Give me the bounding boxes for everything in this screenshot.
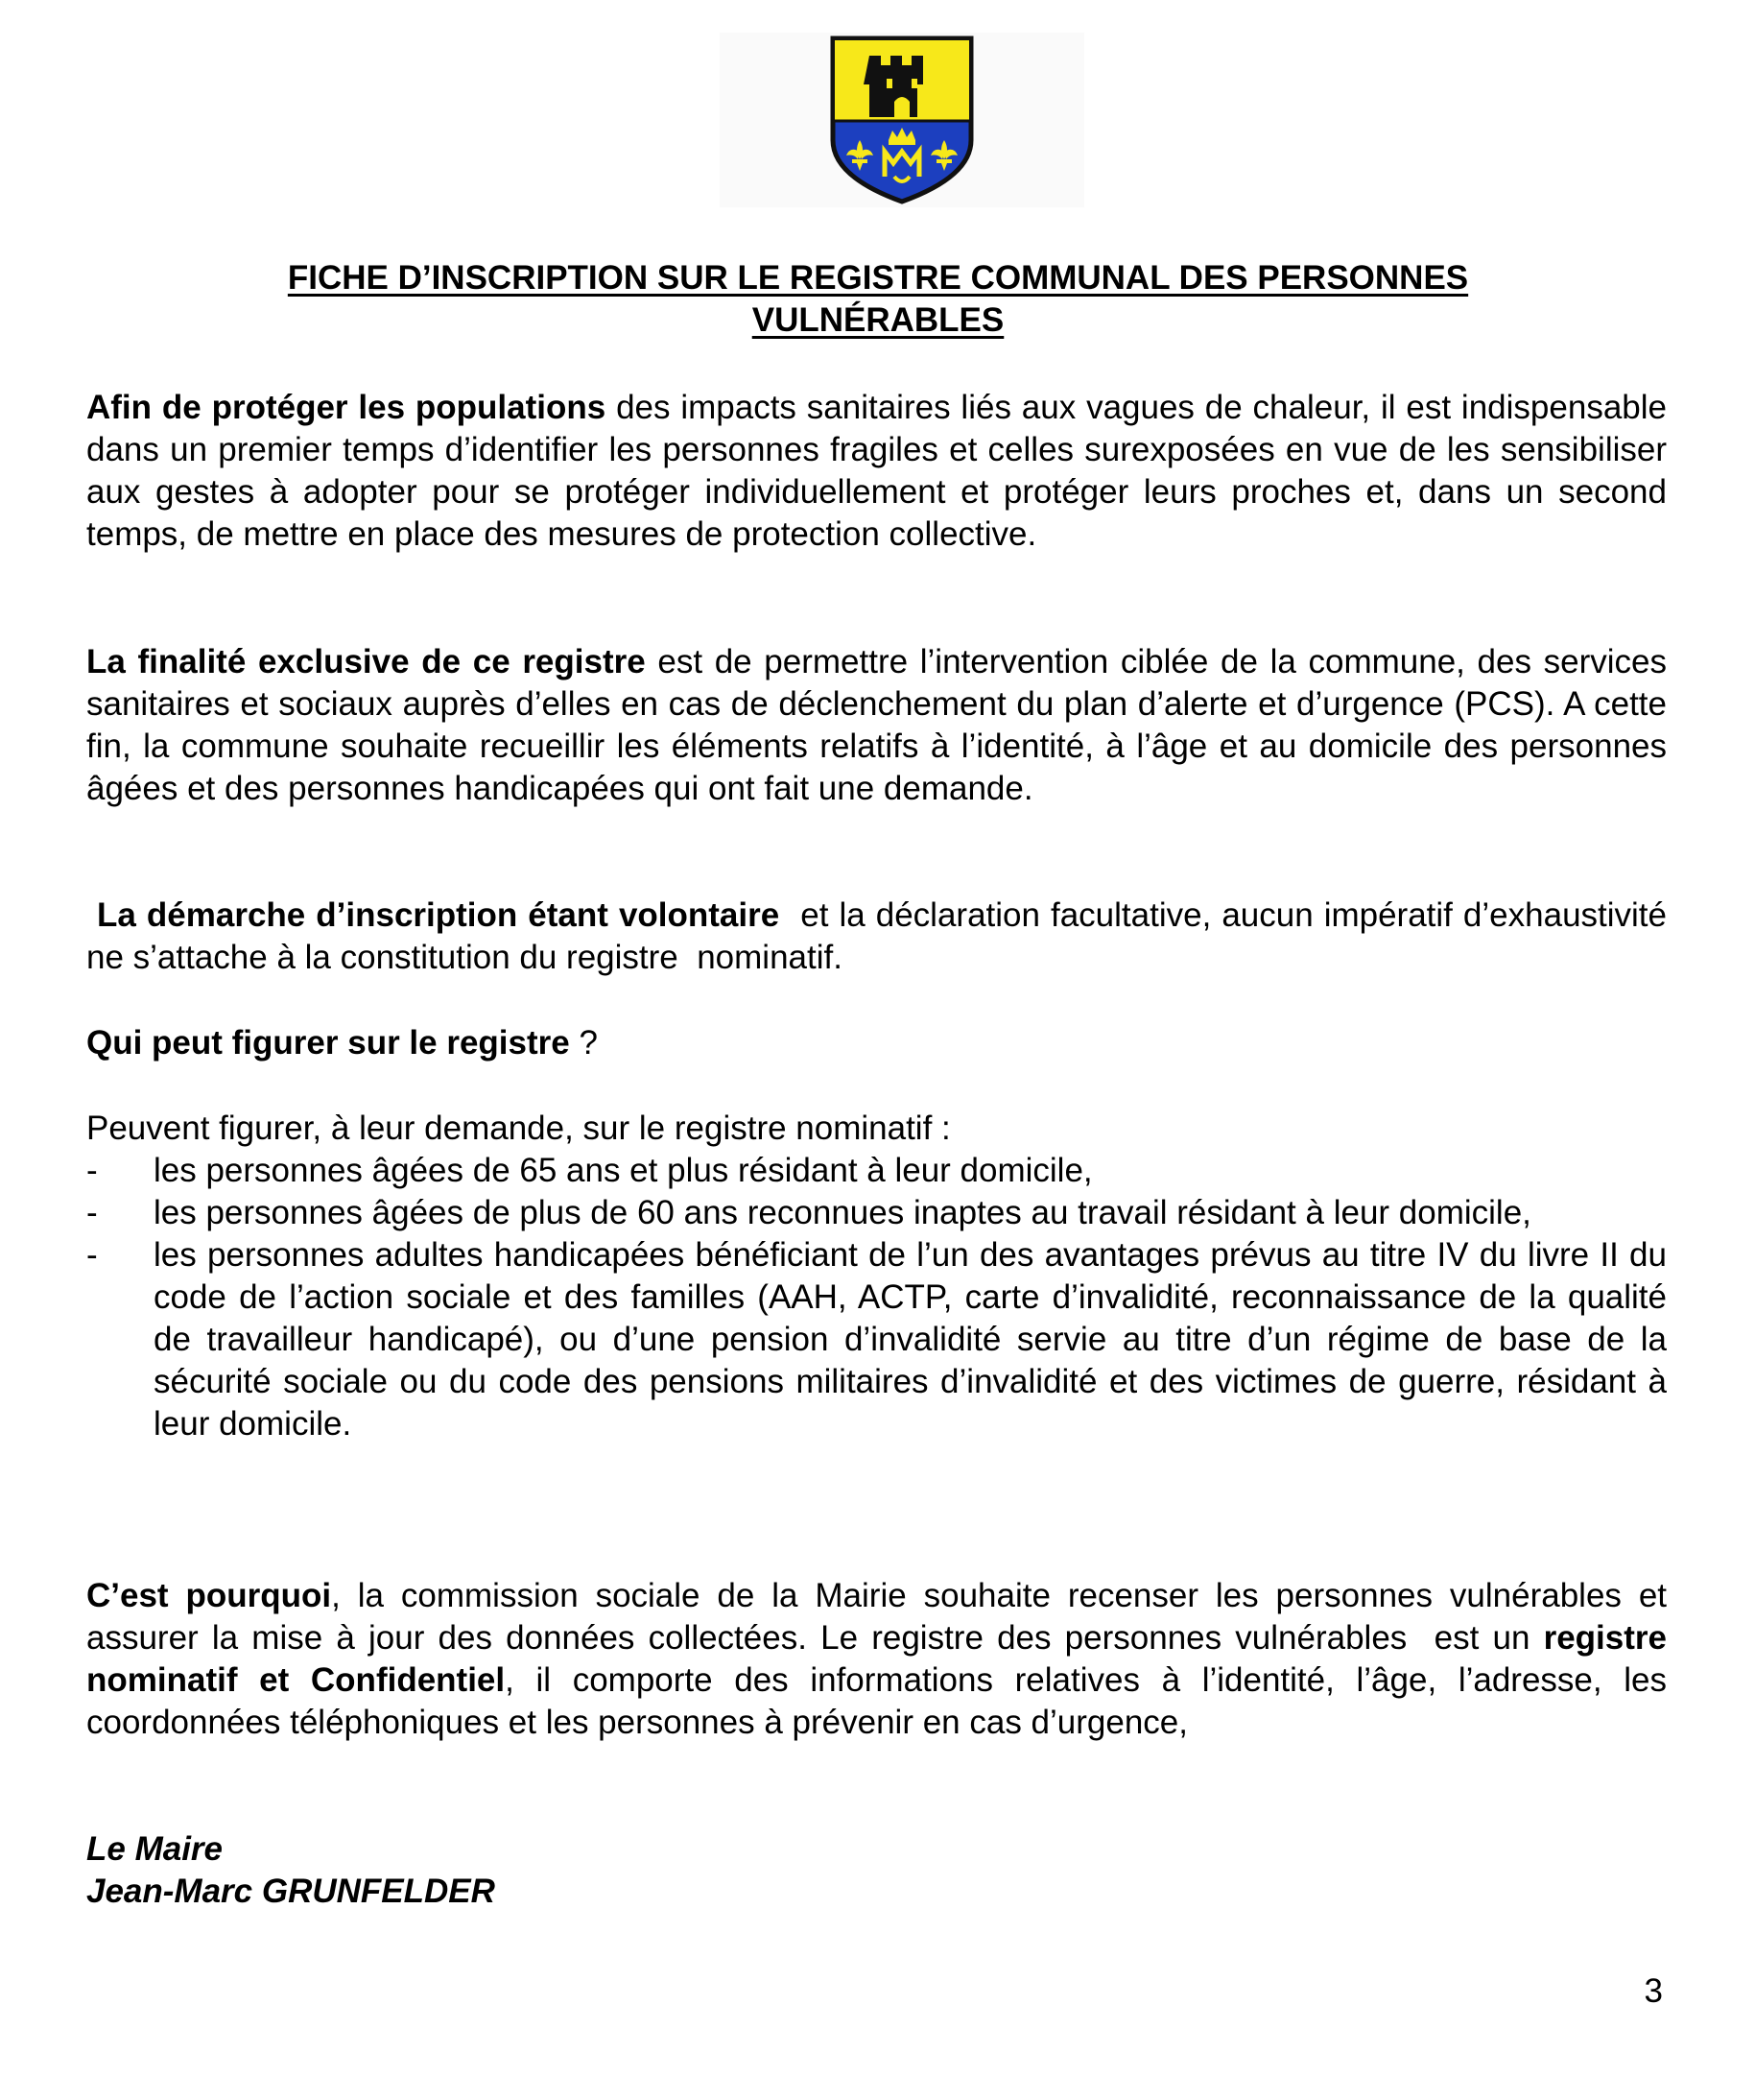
intro-paragraph <box>86 387 1667 556</box>
purpose-paragraph <box>86 641 1667 810</box>
conclusion-bold-2: registre nominatif et Confidentiel <box>86 1619 1676 1699</box>
signature-role: Le Maire <box>86 1830 223 1868</box>
crest-area <box>720 33 1084 207</box>
eligibility-list <box>86 1150 1667 1445</box>
question-bold: Qui peut figurer sur le registre <box>86 1024 570 1062</box>
intro-text: des impacts sanitaires liés aux vagues de chaleur, il est indispensable dans un premier temps d’identifier les personnes fragiles et celles surexposées en vue de les sensibiliser aux gestes à adopter pour se protéger individuellement et protéger leurs proches et, dans un second temps, de mettre en place des mesures de protection collective. <box>86 389 1667 553</box>
question-mark: ? <box>569 1024 598 1062</box>
purpose-text: est de permettre l’intervention ciblée de la commune, des services sanitaires et sociaux auprès d’elles en cas de déclenchement du plan d’alerte et d’urgence (PCS). A cette fin, la commune souhaite recueillir les éléments relatifs à l’identité, à l’âge et au domicile des personnes âgées et des personnes handicapées qui ont fait une demande. <box>86 643 1667 807</box>
eligibility-section <box>86 1108 1667 1445</box>
title-line-1: FICHE D’INSCRIPTION SUR LE REGISTRE COMMUNAL DES PERSONNES <box>287 259 1469 297</box>
intro-bold: Afin de protéger les populations <box>86 389 606 426</box>
list-item-text: les personnes âgées de plus de 60 ans reconnues inaptes au travail résidant à leur domicile, <box>154 1194 1531 1231</box>
title-line-2: VULNÉRABLES <box>751 301 1005 339</box>
question-heading <box>86 1022 1667 1064</box>
list-item-text: les personnes adultes handicapées bénéficiant de l’un des avantages prévus au titre IV du livre II du code de l’action sociale et des familles (AAH, ACTP, carte d’invalidité, reconnaissance de la qualité de travailleur handicapé), ou d’une pension d’invalidité servie au titre d’un régime de base de la sécurité sociale ou du code des pensions militaires d’invalidité et des victimes de guerre, résidant à leur domicile. <box>154 1236 1667 1443</box>
list-item <box>86 1192 1667 1234</box>
page-number: 3 <box>1644 1972 1663 2010</box>
voluntary-paragraph <box>86 895 1676 979</box>
list-bullet: - <box>86 1236 98 1274</box>
signature-name: Jean-Marc GRUNFELDER <box>86 1873 495 1910</box>
voluntary-bold: La démarche d’inscription étant volontaire <box>86 896 780 934</box>
conclusion-bold-1: C’est pourquoi <box>86 1577 332 1614</box>
coat-of-arms-logo <box>825 33 979 207</box>
purpose-bold: La finalité exclusive de ce registre <box>86 643 646 680</box>
list-item <box>86 1150 1667 1192</box>
conclusion-text-2: , il comporte des informations relatives à l’identité, l’âge, l’adresse, les coordonnées téléphoniques et les personnes à prévenir en cas d’urgence, <box>86 1661 1676 1741</box>
conclusion-text-1: , la commission sociale de la Mairie souhaite recenser les personnes vulnérables et assurer la mise à jour des données collectées. Le registre des personnes vulnérables est un <box>86 1577 1676 1657</box>
voluntary-text: et la déclaration facultative, aucun impératif d’exhaustivité ne s’attache à la constitution du registre nominatif. <box>86 896 1676 976</box>
list-item-text: les personnes âgées de 65 ans et plus résidant à leur domicile, <box>154 1152 1093 1189</box>
conclusion-paragraph <box>86 1575 1676 1744</box>
list-bullet: - <box>86 1152 98 1189</box>
signature-block <box>86 1828 1667 1913</box>
list-item <box>86 1234 1667 1445</box>
list-bullet: - <box>86 1194 98 1231</box>
document-title <box>86 257 1670 342</box>
eligibility-intro: Peuvent figurer, à leur demande, sur le registre nominatif : <box>86 1110 951 1147</box>
